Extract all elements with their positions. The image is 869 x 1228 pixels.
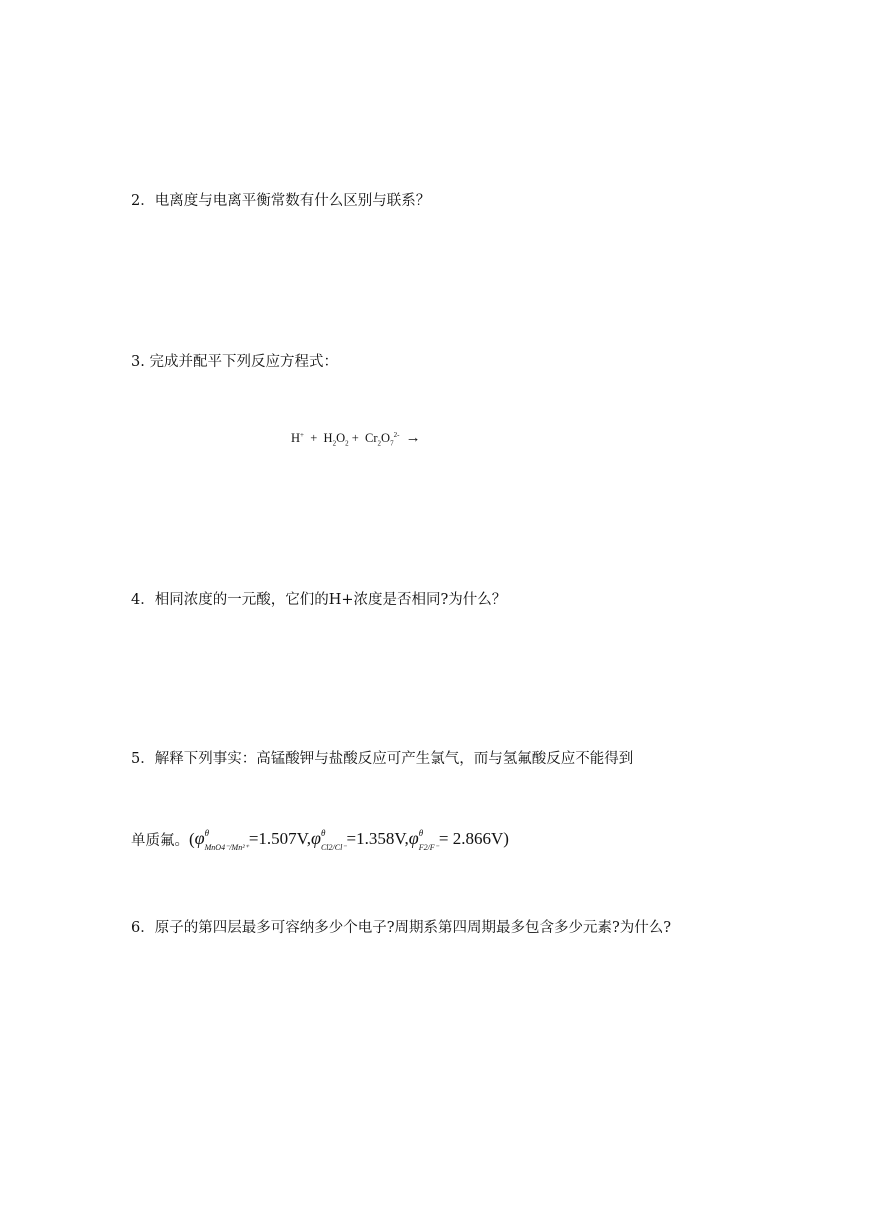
eq-h2o2-sub1: 2 — [332, 439, 337, 448]
phi-2-scripts — [321, 829, 347, 852]
eq-o: O — [381, 431, 391, 445]
reaction-equation — [291, 430, 421, 448]
couple-mno4-mn: MnO4⁻/Mn²⁺ — [204, 843, 249, 852]
question-5-line-2 — [131, 828, 509, 851]
value-3: = 2.866V) — [438, 829, 509, 848]
theta-3: θ — [418, 828, 424, 838]
eq-h2o2-h: H — [323, 431, 333, 445]
phi-symbol-3: φ — [408, 828, 419, 848]
couple-f2-f: F2/F⁻ — [418, 843, 439, 852]
eq-cr-sub: 2 — [377, 439, 382, 448]
eq-arrow: → — [405, 430, 421, 446]
eq-o-sub: 7 — [390, 439, 394, 448]
eq-cr: Cr — [365, 431, 378, 445]
eq-h: H — [291, 431, 301, 445]
value-1: =1.507V, — [248, 829, 311, 848]
question-5-lead: 单质氟。 — [131, 833, 189, 849]
eq-plus-2: + — [351, 431, 359, 445]
question-4: 4．相同浓度的一元酸，它们的H+浓度是否相同?为什么？ — [131, 592, 507, 608]
eq-h-charge: + — [300, 430, 304, 439]
eq-plus-1: + — [310, 431, 318, 445]
question-3: 3. 完成并配平下列反应方程式： — [131, 354, 338, 370]
eq-h2o2-sub2: 2 — [345, 439, 349, 448]
eq-h2o2-o: O — [336, 431, 346, 445]
phi-symbol-2: φ — [311, 828, 321, 848]
theta-1: θ — [204, 828, 210, 838]
phi-symbol-1: φ — [194, 828, 205, 848]
phi-3-scripts — [419, 829, 439, 852]
question-2: 2．电离度与电离平衡常数有什么区别与联系？ — [131, 193, 431, 209]
value-2: =1.358V, — [346, 829, 409, 848]
question-6: 6．原子的第四层最多可容纳多少个电子?周期系第四周期最多包含多少元素?为什么? — [131, 920, 672, 936]
eq-o-charge: 2- — [393, 430, 400, 439]
paren-open: ( — [189, 829, 195, 849]
question-5-line-1: 5．解释下列事实：高锰酸钾与盐酸反应可产生氯气，而与氢氟酸反应不能得到 — [131, 751, 634, 767]
phi-1-scripts — [205, 829, 249, 852]
couple-cl2-cl: Cl2/Cl⁻ — [320, 843, 347, 852]
theta-2: θ — [320, 828, 326, 838]
